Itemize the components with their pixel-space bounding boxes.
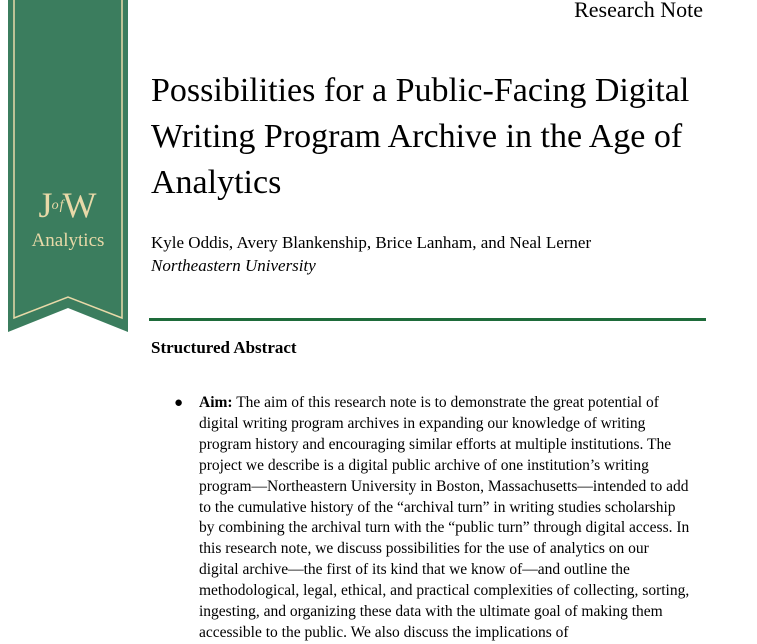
aim-label: Aim: xyxy=(199,394,233,411)
aim-text: The aim of this research note is to demonstrate the great potential of digital writing program archives in expanding our knowledge of writing program history and encouraging similar efforts at multiple institutions. The project we describe is a digital public archive of one institution’s writing program—Northeastern University in Boston, Massachusetts—intended to add to the cumulative history of the “archival turn” in writing studies scholarship by combining the archival turn with the “public turn” through digital access. In this research note, we discuss possibilities for the use of analytics on our digital archive—the first of its kind that we know of—and outline the methodological, legal, ethical, and practical complexities of collecting, sorting, ingesting, and organizing these data with the ultimate goal of making them accessible to the public. We also discuss the implications of xyxy=(199,394,690,641)
note-type-label: Research Note xyxy=(574,0,703,22)
logo-analytics-text: Analytics xyxy=(31,230,105,251)
banner-ribbon xyxy=(8,0,128,332)
section-divider xyxy=(149,318,706,321)
author-list: Kyle Oddis, Avery Blankenship, Brice Lanham, and Neal Lerner xyxy=(151,233,592,252)
logo-mark: $J^{of}W$ xyxy=(38,185,98,225)
abstract-heading: Structured Abstract xyxy=(151,338,297,357)
author-affiliation: Northeastern University xyxy=(151,256,316,275)
journal-logo xyxy=(8,185,128,252)
paper-title: Possibilities for a Public-Facing Digital Writing Program Archive in the Age of Analytics xyxy=(151,72,690,201)
journal-banner xyxy=(8,0,128,332)
bullet-marker: ● xyxy=(174,395,184,411)
abstract-aim-paragraph xyxy=(199,393,691,644)
